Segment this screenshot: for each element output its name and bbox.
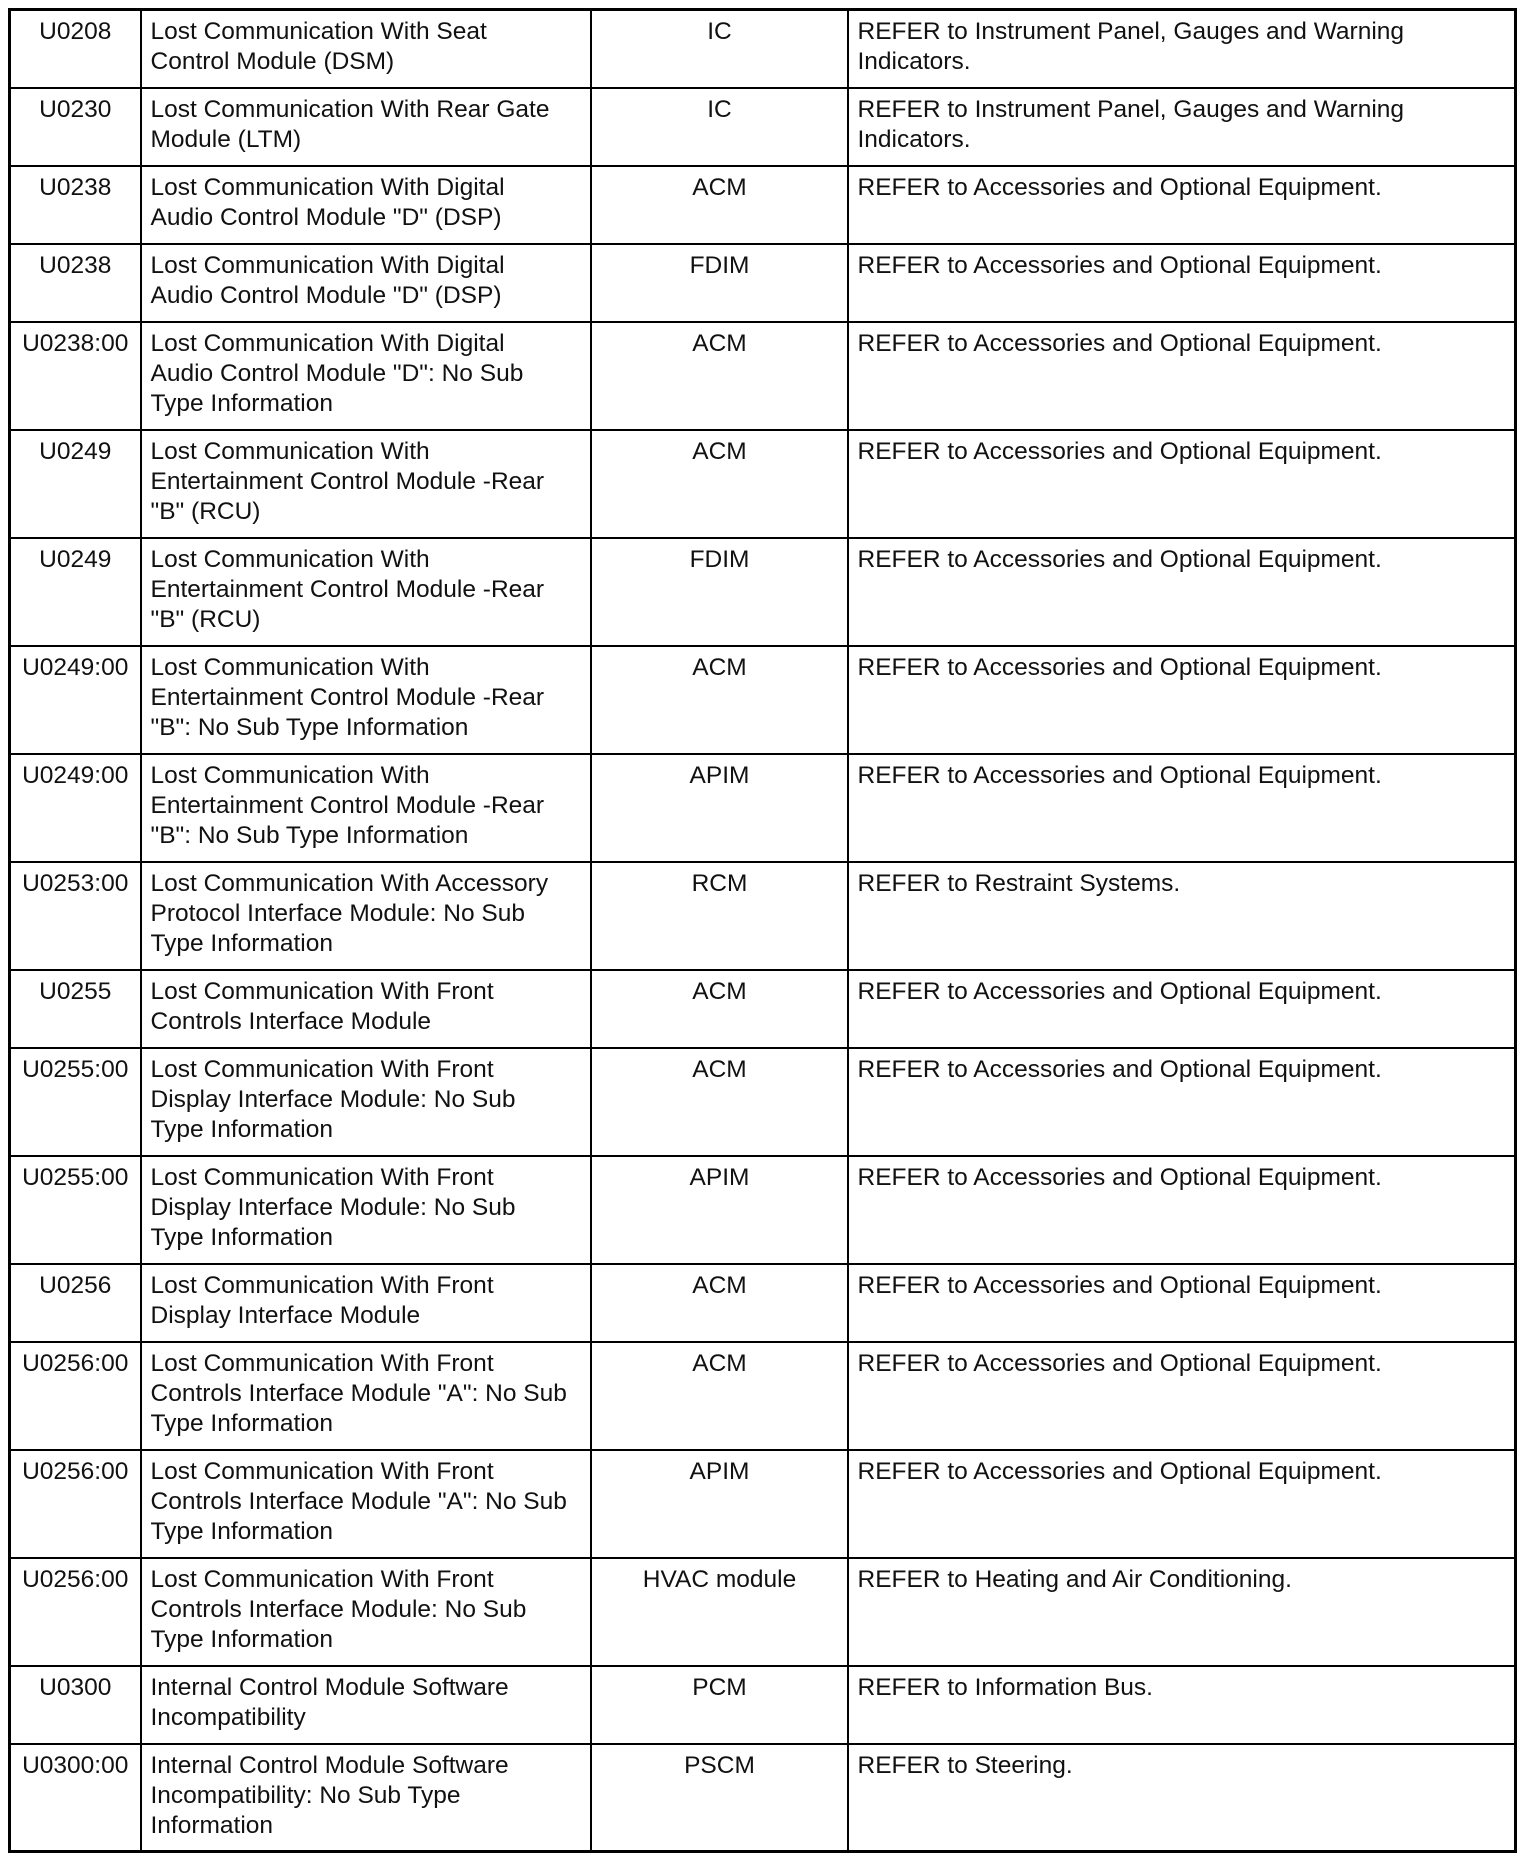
dtc-action: REFER to Accessories and Optional Equipment.: [848, 1342, 1516, 1450]
dtc-action: REFER to Accessories and Optional Equipment.: [848, 1156, 1516, 1264]
dtc-code: U0249:00: [10, 646, 141, 754]
table-row: [10, 538, 1516, 646]
dtc-module: IC: [591, 10, 848, 88]
table-row: [10, 1156, 1516, 1264]
table-row: [10, 322, 1516, 430]
dtc-action: REFER to Accessories and Optional Equipment.: [848, 430, 1516, 538]
dtc-description: Lost Communication With Entertainment Control Module -Rear "B": No Sub Type Information: [141, 754, 591, 862]
dtc-action: REFER to Accessories and Optional Equipment.: [848, 322, 1516, 430]
dtc-code: U0238: [10, 244, 141, 322]
dtc-module: ACM: [591, 166, 848, 244]
table-row: [10, 754, 1516, 862]
dtc-description: Lost Communication With Digital Audio Control Module "D" (DSP): [141, 244, 591, 322]
dtc-code: U0256: [10, 1264, 141, 1342]
dtc-description: Lost Communication With Entertainment Control Module -Rear "B" (RCU): [141, 538, 591, 646]
dtc-module: RCM: [591, 862, 848, 970]
dtc-description: Lost Communication With Seat Control Module (DSM): [141, 10, 591, 88]
dtc-action: REFER to Accessories and Optional Equipment.: [848, 754, 1516, 862]
dtc-description: Lost Communication With Front Controls Interface Module: [141, 970, 591, 1048]
table-row: [10, 88, 1516, 166]
table-row: [10, 10, 1516, 88]
dtc-code: U0249: [10, 538, 141, 646]
dtc-description: Lost Communication With Front Controls Interface Module "A": No Sub Type Information: [141, 1342, 591, 1450]
dtc-module: HVAC module: [591, 1558, 848, 1666]
dtc-action: REFER to Accessories and Optional Equipment.: [848, 538, 1516, 646]
dtc-code: U0249:00: [10, 754, 141, 862]
table-row: [10, 1744, 1516, 1852]
dtc-code: U0300: [10, 1666, 141, 1744]
dtc-code: U0253:00: [10, 862, 141, 970]
dtc-action: REFER to Restraint Systems.: [848, 862, 1516, 970]
dtc-module: PCM: [591, 1666, 848, 1744]
dtc-description: Lost Communication With Entertainment Control Module -Rear "B": No Sub Type Information: [141, 646, 591, 754]
dtc-module: ACM: [591, 1048, 848, 1156]
dtc-code: U0255: [10, 970, 141, 1048]
table-row: [10, 862, 1516, 970]
dtc-table: [8, 8, 1517, 1853]
table-row: [10, 244, 1516, 322]
dtc-code: U0255:00: [10, 1048, 141, 1156]
dtc-action: REFER to Instrument Panel, Gauges and Warning Indicators.: [848, 88, 1516, 166]
dtc-module: APIM: [591, 1450, 848, 1558]
dtc-description: Lost Communication With Front Controls Interface Module "A": No Sub Type Information: [141, 1450, 591, 1558]
table-row: [10, 970, 1516, 1048]
dtc-module: ACM: [591, 1342, 848, 1450]
dtc-code: U0238:00: [10, 322, 141, 430]
dtc-code: U0238: [10, 166, 141, 244]
dtc-action: REFER to Information Bus.: [848, 1666, 1516, 1744]
dtc-action: REFER to Accessories and Optional Equipment.: [848, 244, 1516, 322]
dtc-module: APIM: [591, 754, 848, 862]
dtc-action: REFER to Accessories and Optional Equipment.: [848, 1264, 1516, 1342]
dtc-code: U0256:00: [10, 1558, 141, 1666]
dtc-description: Internal Control Module Software Incompatibility: No Sub Type Information: [141, 1744, 591, 1852]
dtc-description: Lost Communication With Front Display Interface Module: [141, 1264, 591, 1342]
dtc-code: U0249: [10, 430, 141, 538]
dtc-action: REFER to Accessories and Optional Equipment.: [848, 970, 1516, 1048]
table-row: [10, 1666, 1516, 1744]
dtc-action: REFER to Accessories and Optional Equipment.: [848, 1450, 1516, 1558]
dtc-module: ACM: [591, 322, 848, 430]
dtc-module: ACM: [591, 646, 848, 754]
dtc-action: REFER to Steering.: [848, 1744, 1516, 1852]
table-row: [10, 1342, 1516, 1450]
table-row: [10, 646, 1516, 754]
dtc-module: ACM: [591, 970, 848, 1048]
dtc-module: APIM: [591, 1156, 848, 1264]
dtc-code: U0256:00: [10, 1342, 141, 1450]
table-row: [10, 166, 1516, 244]
dtc-description: Internal Control Module Software Incompatibility: [141, 1666, 591, 1744]
dtc-description: Lost Communication With Entertainment Control Module -Rear "B" (RCU): [141, 430, 591, 538]
dtc-module: PSCM: [591, 1744, 848, 1852]
dtc-table-body: [10, 10, 1516, 1852]
dtc-description: Lost Communication With Accessory Protocol Interface Module: No Sub Type Information: [141, 862, 591, 970]
dtc-module: ACM: [591, 1264, 848, 1342]
dtc-code: U0208: [10, 10, 141, 88]
table-row: [10, 1558, 1516, 1666]
dtc-code: U0230: [10, 88, 141, 166]
dtc-code: U0255:00: [10, 1156, 141, 1264]
dtc-description: Lost Communication With Front Display Interface Module: No Sub Type Information: [141, 1156, 591, 1264]
dtc-action: REFER to Accessories and Optional Equipment.: [848, 1048, 1516, 1156]
table-row: [10, 1450, 1516, 1558]
dtc-code: U0256:00: [10, 1450, 141, 1558]
dtc-description: Lost Communication With Front Display Interface Module: No Sub Type Information: [141, 1048, 591, 1156]
dtc-module: ACM: [591, 430, 848, 538]
table-row: [10, 1048, 1516, 1156]
dtc-module: FDIM: [591, 244, 848, 322]
table-row: [10, 1264, 1516, 1342]
dtc-action: REFER to Heating and Air Conditioning.: [848, 1558, 1516, 1666]
dtc-code: U0300:00: [10, 1744, 141, 1852]
dtc-description: Lost Communication With Rear Gate Module (LTM): [141, 88, 591, 166]
dtc-description: Lost Communication With Digital Audio Control Module "D" (DSP): [141, 166, 591, 244]
dtc-module: FDIM: [591, 538, 848, 646]
dtc-action: REFER to Instrument Panel, Gauges and Warning Indicators.: [848, 10, 1516, 88]
dtc-description: Lost Communication With Front Controls Interface Module: No Sub Type Information: [141, 1558, 591, 1666]
dtc-action: REFER to Accessories and Optional Equipment.: [848, 646, 1516, 754]
dtc-description: Lost Communication With Digital Audio Control Module "D": No Sub Type Information: [141, 322, 591, 430]
dtc-module: IC: [591, 88, 848, 166]
table-row: [10, 430, 1516, 538]
dtc-action: REFER to Accessories and Optional Equipment.: [848, 166, 1516, 244]
